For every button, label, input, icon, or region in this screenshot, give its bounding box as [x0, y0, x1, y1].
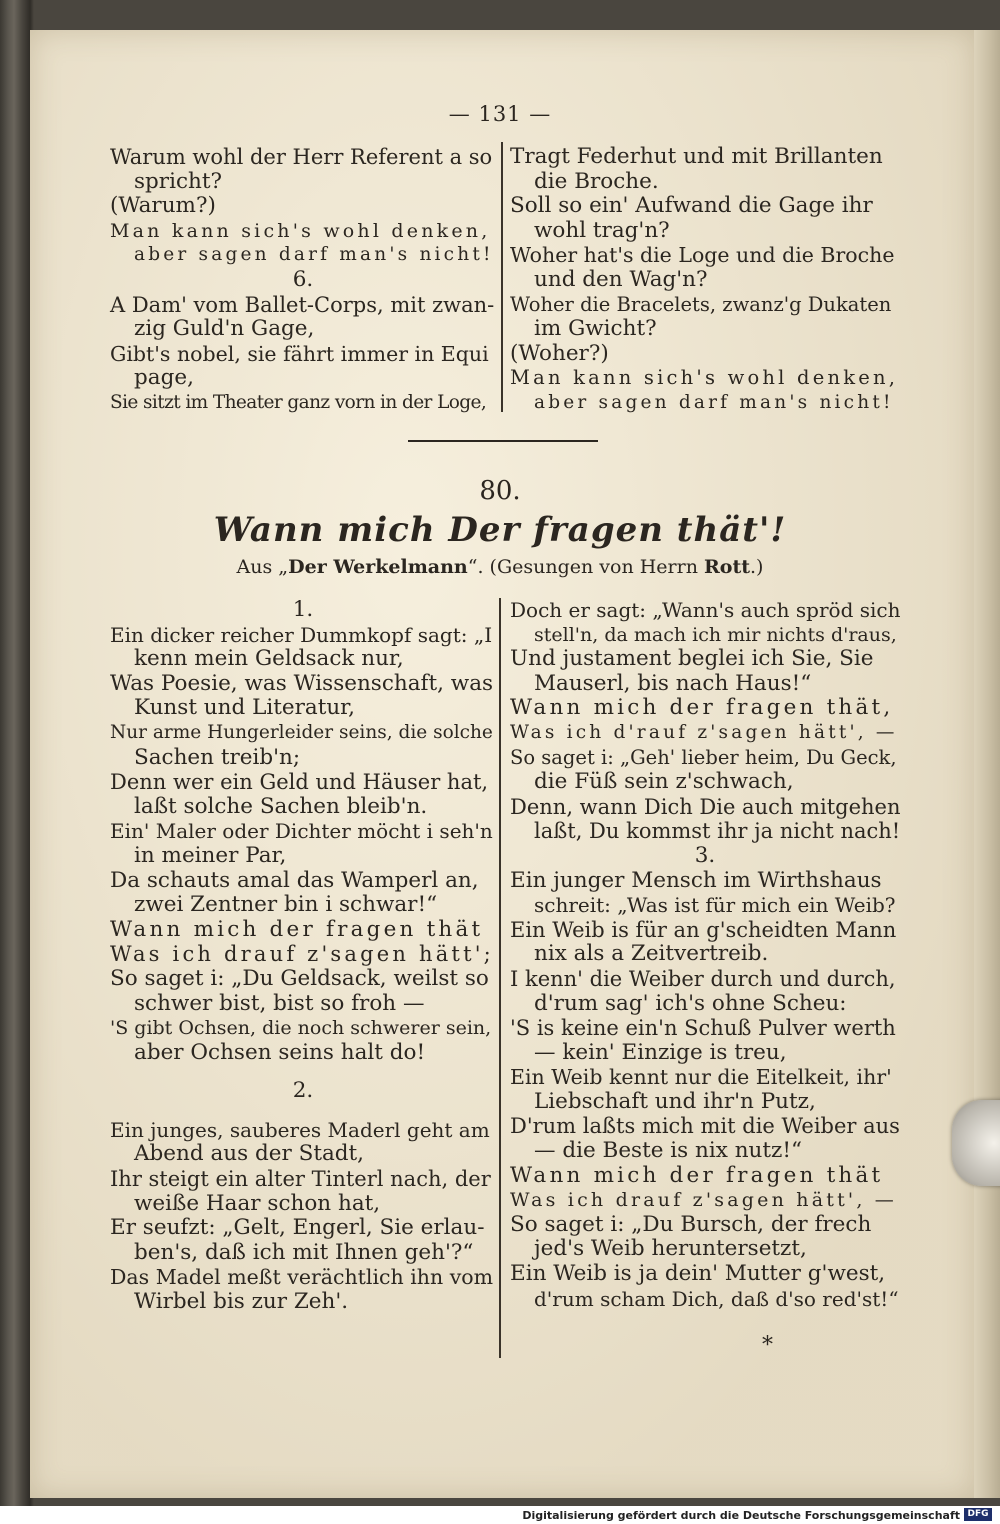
verse-line: 'S is keine ein'n Schuß Pulver werth [510, 1016, 896, 1041]
verse-line: ben's, daß ich mit Ihnen geh'?“ [134, 1239, 474, 1265]
verse-line: Nur arme Hungerleider seins, die solche [110, 721, 493, 743]
verse-line: So saget i: „Du Geldsack, weilst so [110, 965, 489, 991]
verse-line: Wann mich der fragen thät [110, 916, 484, 942]
verse-line: spricht? [134, 168, 223, 194]
section-rule [408, 440, 598, 442]
verse-line: Doch er sagt: „Wann's auch spröd sich [510, 598, 901, 622]
verse-line: schreit: „Was ist für mich ein Weib? [534, 893, 896, 918]
verse-line: Soll so ein' Aufwand die Gage ihr [510, 193, 873, 219]
verse-line: (Warum?) [110, 193, 216, 219]
stanza-number: 3. [694, 842, 716, 868]
verse-line: Ein Weib is ja dein' Mutter g'west, [510, 1261, 886, 1287]
verse-line: stell'n, da mach ich mir nichts d'raus, [534, 623, 897, 646]
verse-line: page, [134, 365, 194, 391]
verse-line: Ein dicker reicher Dummkopf sagt: „I [110, 622, 493, 647]
verse-line: jed's Weib heruntersetzt, [534, 1236, 807, 1262]
verse-line: Abend aus der Stadt, [134, 1141, 365, 1167]
verse-line: Das Madel meßt verächtlich ihn vom [110, 1265, 494, 1290]
verse-line: d'rum sag' ich's ohne Scheu: [534, 990, 847, 1016]
source-prefix: Aus „ [236, 556, 289, 578]
verse-line: kenn mein Geldsack nur, [134, 646, 404, 672]
verse-line: Er seufzt: „Gelt, Engerl, Sie erlau- [110, 1215, 485, 1241]
verse-line: I kenn' die Weiber durch und durch, [510, 966, 896, 991]
verse-line: Und justament beglei ich Sie, Sie [510, 646, 874, 672]
verse-line: 'S gibt Ochsen, die noch schwerer sein, [110, 1017, 492, 1040]
verse-line: Liebschaft und ihr'n Putz, [534, 1088, 816, 1114]
stanza-number: 6. [292, 266, 314, 292]
verse-line: Denn wer ein Geld und Häuser hat, [110, 770, 489, 795]
bottom-right-column [510, 598, 900, 1311]
verse-line: laßt, Du kommst ihr ja nicht nach! [534, 819, 901, 844]
end-mark: * [762, 1333, 773, 1358]
verse-line: Da schauts amal das Wamperl an, [110, 867, 479, 893]
verse-line: nix als a Zeitvertreib. [534, 941, 769, 967]
page-edge [974, 30, 1000, 1498]
verse-line: schwer bist, bist so froh — [134, 990, 425, 1016]
top-left-column [110, 145, 496, 416]
verse-line: wohl trag'n? [534, 217, 670, 243]
verse-line: So saget i: „Geh' lieber heim, Du Geck, [510, 745, 897, 769]
verse-line: Tragt Federhut und mit Brillanten [510, 144, 883, 169]
verse-line: Man kann sich's wohl denken, [110, 219, 491, 242]
stanza-number: 1. [292, 597, 314, 622]
verse-line: Man kann sich's wohl denken, [510, 366, 899, 390]
verse-line: Wirbel bis zur Zeh'. [134, 1289, 349, 1315]
verse-line: Was Poesie, was Wissenschaft, was [110, 670, 494, 696]
source-singer: Rott [703, 556, 750, 578]
verse-line: Ein junger Mensch im Wirthshaus [510, 867, 882, 893]
verse-line: Woher die Bracelets, zwanz'g Dukaten [510, 292, 892, 316]
verse-line: Sachen treib'n; [134, 744, 301, 770]
verse-line: So saget i: „Du Bursch, der frech [510, 1211, 872, 1237]
verse-line: Ihr steigt ein alter Tinterl nach, der [110, 1167, 491, 1192]
verse-line: zig Guld'n Gage, [134, 316, 315, 342]
verse-line: laßt solche Sachen bleib'n. [134, 793, 428, 819]
verse-line: Mauserl, bis nach Haus!“ [534, 670, 812, 696]
verse-line: — die Beste is nix nutz!“ [534, 1138, 803, 1164]
verse-line: Ein' Maler oder Dichter möcht i seh'n [110, 819, 493, 844]
verse-line: — kein' Einzige is treu, [534, 1039, 787, 1065]
verse-line: im Gwicht? [534, 316, 657, 342]
dfg-logo: DFG [964, 1508, 992, 1521]
verse-line: Was ich d'rauf z'sagen hätt', — [510, 721, 898, 743]
song-source [150, 556, 850, 578]
verse-line: Wann mich der fragen thät [510, 1162, 884, 1188]
scan-tab [952, 1100, 1000, 1186]
source-mid: “. (Gesungen von Herrn [467, 556, 704, 578]
column-divider [499, 598, 501, 1358]
verse-line: Sie sitzt im Theater ganz vorn in der Loge, [110, 391, 487, 413]
verse-line: Ein Weib is für an g'scheidten Mann [510, 917, 897, 942]
verse-line: Gibt's nobel, sie fährt immer in Equi [110, 341, 489, 366]
verse-line: Was ich drauf z'sagen hätt', — [510, 1189, 898, 1212]
verse-line: Ein Weib kennt nur die Eitelkeit, ihr' [510, 1065, 892, 1090]
footer-credit: Digitalisierung gefördert durch die Deutsche Forschungsgemeinschaft [522, 1509, 960, 1522]
verse-line: Wann mich der fragen thät, [510, 695, 894, 721]
stanza-number: 2. [292, 1078, 314, 1104]
verse-line: (Woher?) [510, 340, 609, 366]
verse-line: d'rum scham Dich, daß d'so red'st!“ [534, 1286, 899, 1311]
stanza-gap [110, 1065, 496, 1079]
verse-line: D'rum laßts mich mit die Weiber aus [510, 1114, 900, 1139]
verse-line: Denn, wann Dich Die auch mitgehen [510, 794, 901, 819]
verse-line: zwei Zentner bin i schwar!“ [134, 892, 438, 918]
top-right-column [510, 145, 898, 416]
verse-line: aber Ochsen seins halt do! [134, 1039, 426, 1065]
stanza-gap [110, 1104, 496, 1118]
song-number: 80. [479, 476, 521, 506]
bottom-left-column [110, 598, 496, 1315]
page-number: — 131 — [448, 102, 552, 126]
verse-line: A Dam' vom Ballet-Corps, mit zwan- [110, 292, 495, 317]
verse-line: die Füß sein z'schwach, [534, 769, 794, 795]
column-divider [501, 142, 503, 412]
verse-line: Warum wohl der Herr Referent a so [110, 145, 493, 169]
verse-line: aber sagen darf man's nicht! [534, 391, 894, 413]
verse-line: Ein junges, sauberes Maderl geht am [110, 1117, 490, 1142]
verse-line: aber sagen darf man's nicht! [134, 244, 494, 266]
song-title: Wann mich Der fragen thät'! [213, 510, 787, 550]
source-work: Der Werkelmann [288, 556, 468, 578]
verse-line: in meiner Par, [134, 842, 287, 868]
verse-line: Kunst und Literatur, [134, 695, 355, 721]
verse-line: Was ich drauf z'sagen hätt'; [110, 942, 494, 967]
verse-line: und den Wag'n? [534, 266, 708, 292]
verse-line: die Broche. [534, 168, 659, 194]
verse-line: weiße Haar schon hat, [134, 1190, 381, 1216]
source-suffix: .) [750, 556, 764, 578]
verse-line: Woher hat's die Loge und die Broche [510, 243, 895, 268]
